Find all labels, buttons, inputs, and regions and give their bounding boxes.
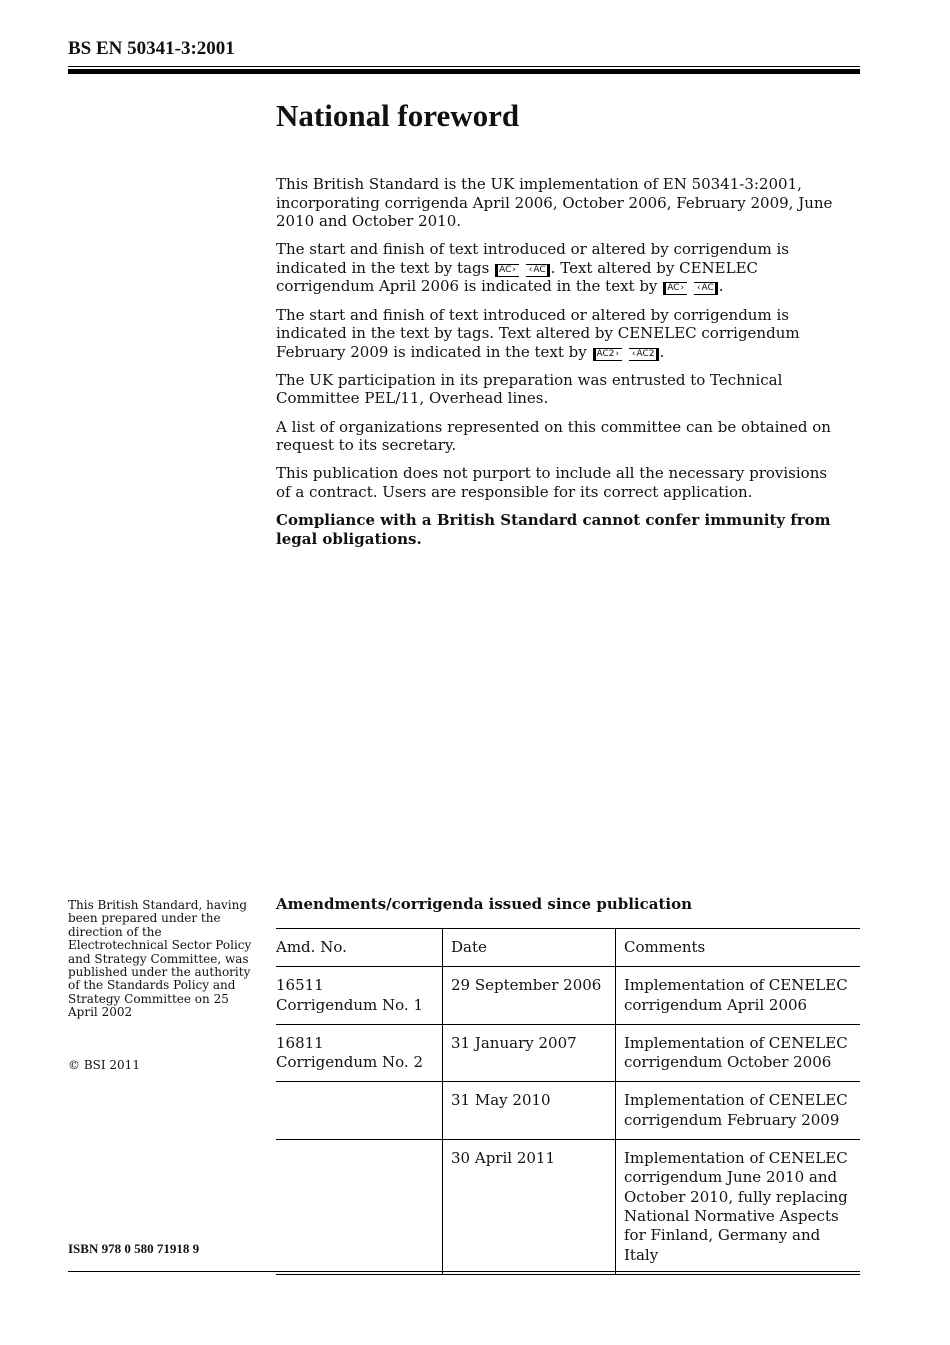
column-header-comments: Comments [616,929,861,967]
ac-close-tag-icon: ‹ AC [694,282,718,295]
table-row [276,967,860,1025]
date-cell: 31 January 2007 [443,1024,616,1082]
amd-no-cell [276,1140,443,1275]
column-header-amd-no: Amd. No. [276,938,347,956]
column-header-date: Date [443,929,616,967]
ac2-open-tag-icon: AC2 › [593,348,623,361]
paragraph-text: . [659,342,665,361]
table-row [276,1082,860,1140]
comments-cell: Implementation of CENELEC corrigendum June 2010 and October 2010, fully replacing National Normative Aspects for Finland, Germany and Italy [616,1140,861,1275]
publication-note: This British Standard, having been prepared under the direction of the Electrotechnical Sector Policy and Strategy Committee, was published under the authority of the Standards Policy and Strategy Committee on 25 April 2002 [68,898,252,1020]
comments-cell: Implementation of CENELEC corrigendum April 2006 [616,967,861,1025]
paragraph-committee-list: A list of organizations represented on this committee can be obtained on request to its secretary. [276,417,831,455]
paragraph-text: The start and finish of text introduced or altered by corrigendum is indicated in the text by tags [276,240,789,277]
document-id: BS EN 50341-3:2001 [68,38,235,59]
ac2-close-tag-icon: ‹ AC2 [629,348,659,361]
paragraph-text: The start and finish of text introduced or altered by corrigendum is indicated in the text by tags. Text altered by CENELEC corrigendum February 2009 is indicated in the text by [276,305,800,361]
table-row [276,1024,860,1082]
date-cell: 29 September 2006 [443,967,616,1025]
paragraph-text: . [718,277,724,296]
amd-corrigendum: Corrigendum No. 2 [276,1053,424,1072]
header-rule-thick [68,69,860,74]
ac-open-tag-icon: AC › [663,282,687,295]
comments-cell: Implementation of CENELEC corrigendum February 2009 [616,1082,861,1140]
foreword-body [276,175,836,558]
ac-close-tag-icon: ‹ AC [526,264,550,277]
footer-rule [68,1271,860,1272]
amd-number: 16511 [276,976,324,995]
header-rule-thin [68,66,860,67]
paragraph-contract-provisions: This publication does not purport to include all the necessary provisions of a contract. Users are responsible for its correct application. [276,464,828,501]
copyright-notice: © BSI 2011 [68,1058,140,1072]
ac-open-tag-icon: AC › [495,264,519,277]
paragraph-corrigendum-tags [276,240,836,296]
paragraph-uk-participation: The UK participation in its preparation was entrusted to Technical Committee PEL/11, Overhead lines. [276,370,783,408]
amd-number: 16811 [276,1033,324,1052]
amd-no-cell [276,967,443,1025]
amd-corrigendum: Corrigendum No. 1 [276,995,424,1014]
isbn: ISBN 978 0 580 71918 9 [68,1241,200,1256]
page-title: National foreword [276,98,520,133]
paragraph-corrigendum-2009 [276,306,836,362]
paragraph-text: . Text altered by CENELEC corrigendum April 2006 is indicated in the text by [276,258,758,296]
date-cell: 30 April 2011 [443,1140,616,1275]
paragraph-implementation: This British Standard is the UK implementation of EN 50341-3:2001, incorporating corrigenda April 2006, October 2006, February 2009, June 2010 and October 2010. [276,175,833,231]
date-cell: 31 May 2010 [443,1082,616,1140]
amendments-title: Amendments/corrigenda issued since publication [276,895,692,913]
table-row [276,1140,860,1275]
paragraph-compliance: Compliance with a British Standard cannot confer immunity from legal obligations. [276,510,831,548]
amd-no-cell [276,1082,443,1140]
table-header-row [276,929,860,967]
amendments-table [276,928,860,1275]
comments-cell: Implementation of CENELEC corrigendum October 2006 [616,1024,861,1082]
amd-no-cell [276,1024,443,1082]
